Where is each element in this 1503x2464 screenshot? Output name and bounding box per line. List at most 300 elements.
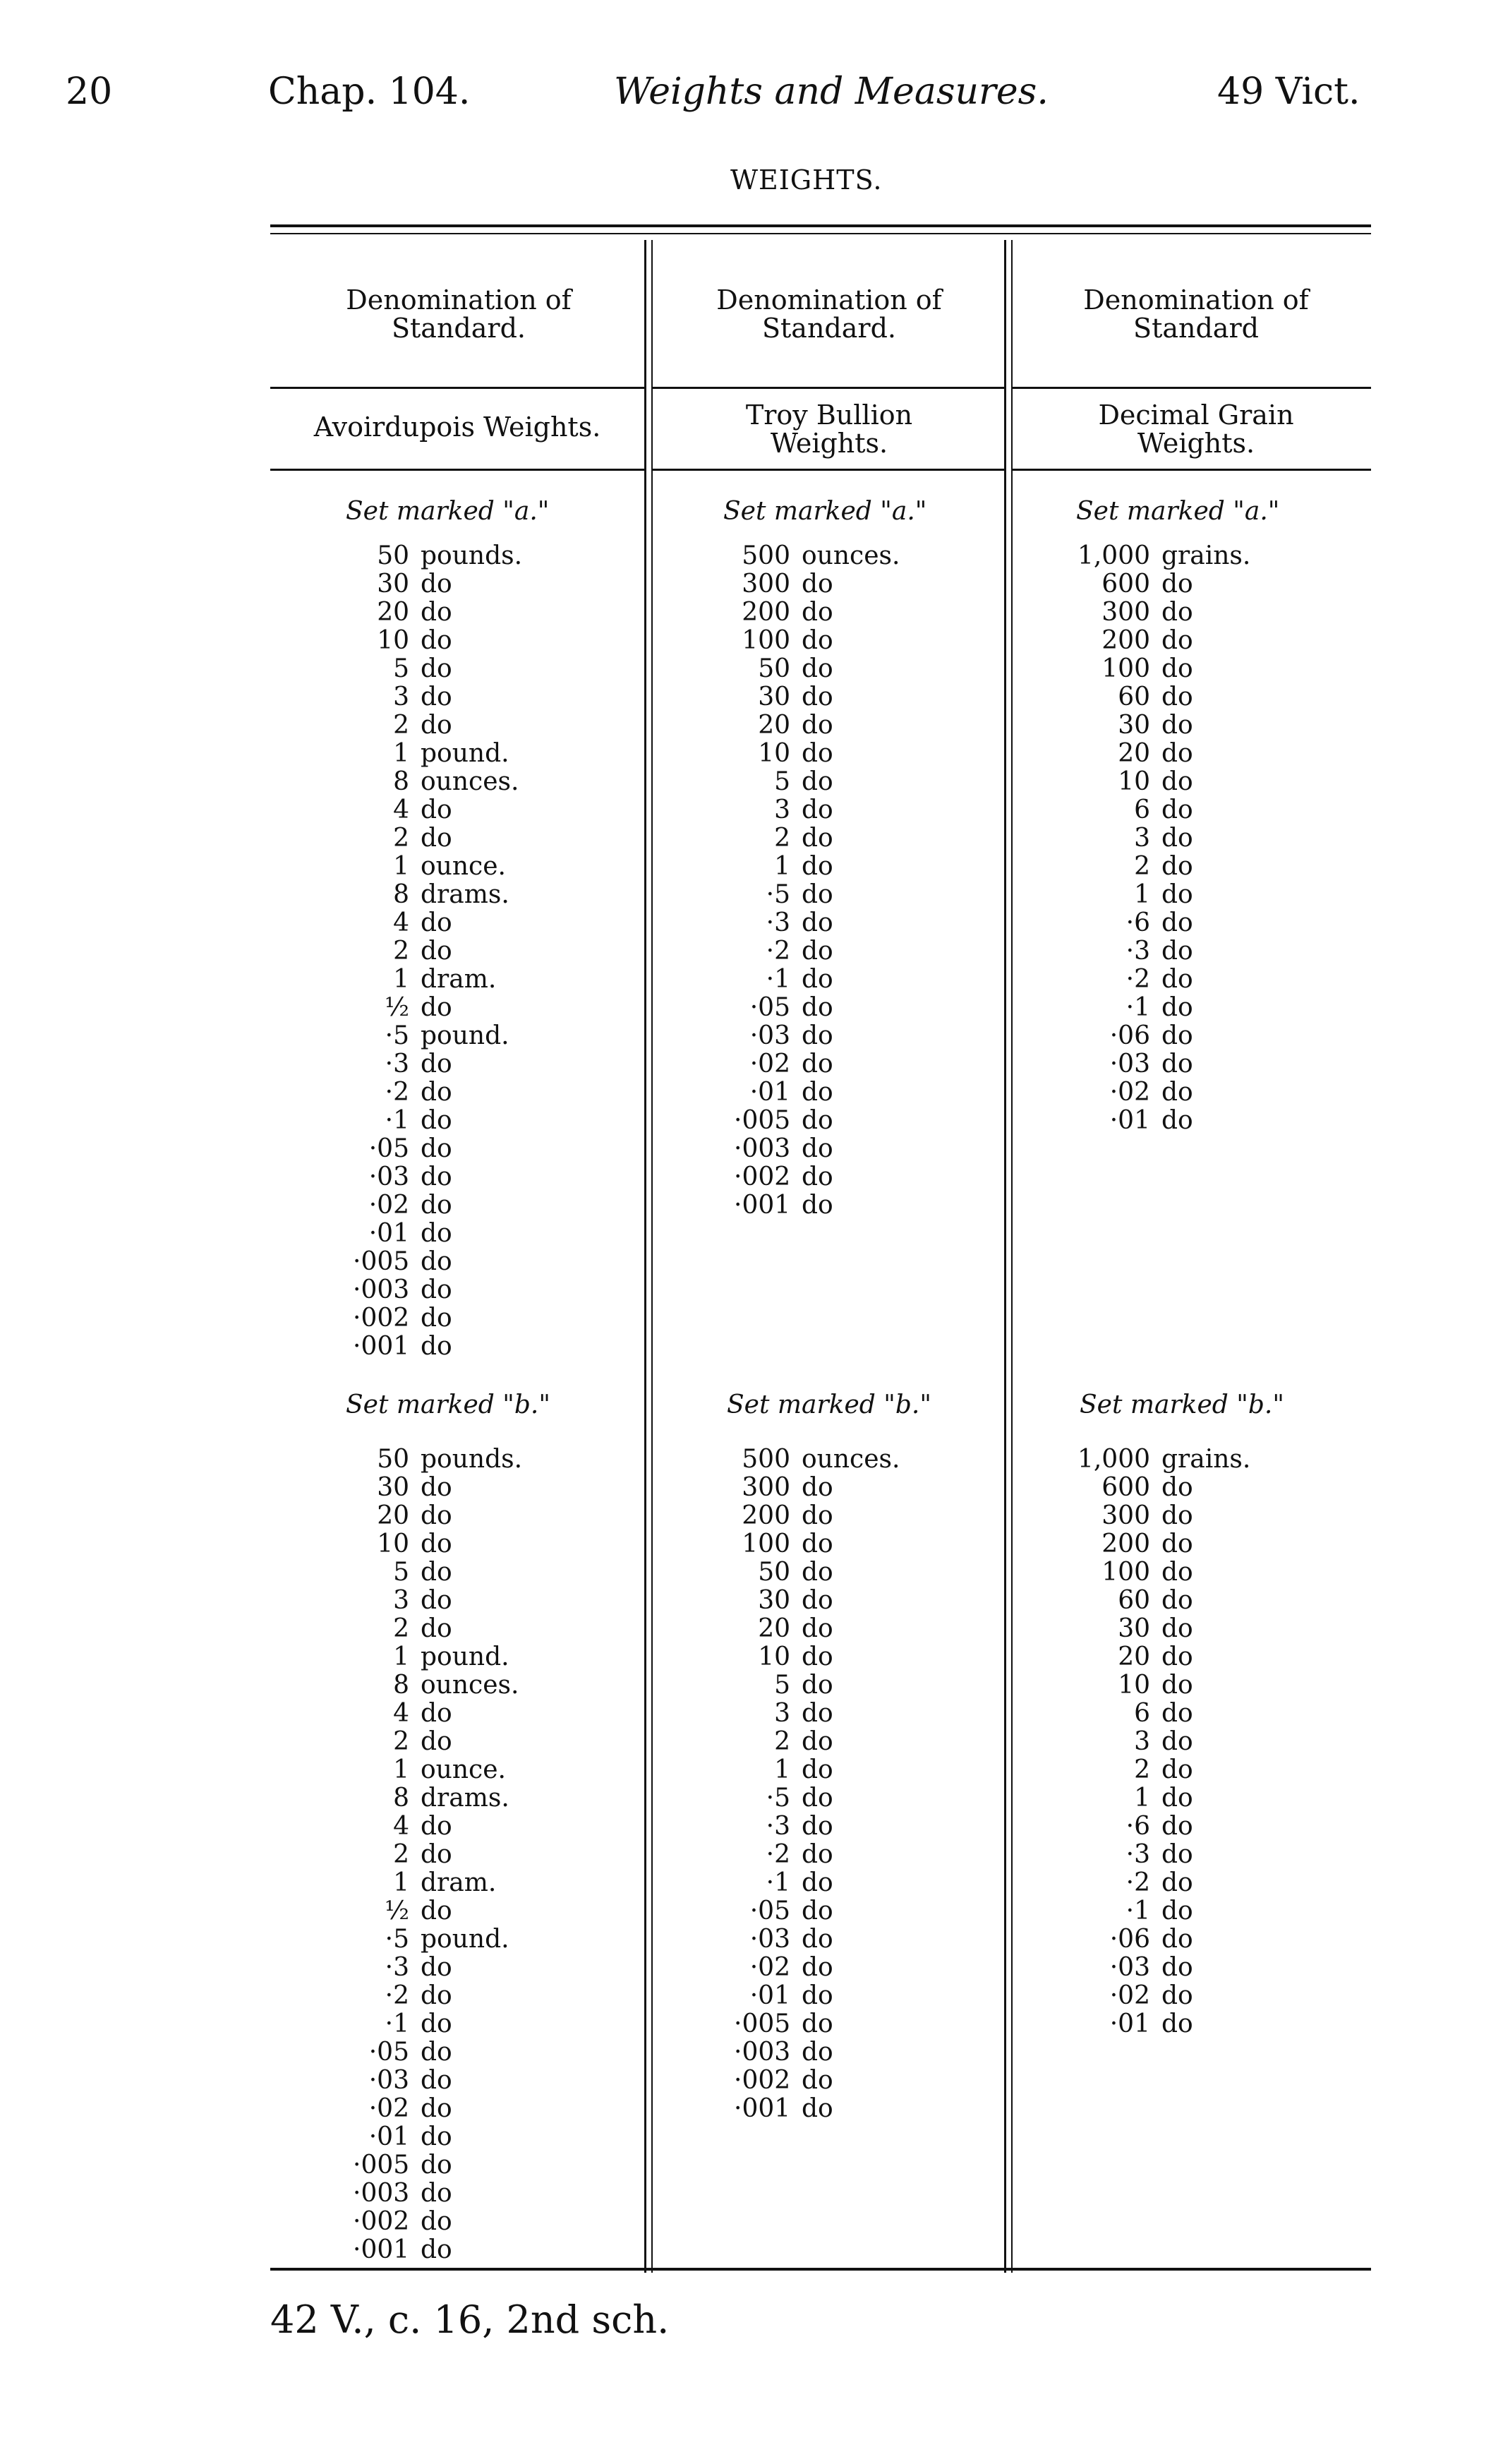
weight-unit: do xyxy=(1161,1021,1193,1050)
weight-entry xyxy=(1073,1530,1250,1558)
weight-amount: ·002 xyxy=(734,2066,791,2095)
weight-entry xyxy=(734,599,900,627)
weight-unit: do xyxy=(421,1050,452,1078)
weight-unit: pound. xyxy=(421,1925,509,1954)
weight-unit: do xyxy=(802,711,833,740)
weight-amount: ·005 xyxy=(353,1247,410,1276)
weight-unit: ounces. xyxy=(802,541,900,570)
weight-amount: 5 xyxy=(774,767,790,796)
weight-amount: 100 xyxy=(742,626,790,655)
weight-amount: ·003 xyxy=(353,2179,410,2208)
weight-amount: ·003 xyxy=(734,2038,791,2067)
weight-unit: do xyxy=(802,1558,833,1587)
weight-amount: ·01 xyxy=(1109,1106,1150,1135)
weight-amount: 50 xyxy=(377,1445,409,1474)
weight-amount: ·5 xyxy=(385,1925,409,1954)
weight-amount: 6 xyxy=(1134,1699,1150,1728)
weight-entry xyxy=(734,2010,900,2038)
weight-unit: do xyxy=(802,1050,833,1078)
weight-unit: do xyxy=(421,570,452,599)
weight-unit: do xyxy=(421,1332,452,1361)
weight-entry xyxy=(353,1784,522,1813)
weight-unit: do xyxy=(1161,711,1193,740)
weight-entry xyxy=(353,1982,522,2010)
weight-unit: do xyxy=(802,824,833,853)
column-divider-2 xyxy=(1004,240,1006,2273)
weight-amount: 2 xyxy=(393,824,409,853)
weight-amount: 2 xyxy=(393,1727,409,1756)
weight-entry xyxy=(734,1756,900,1784)
weight-entry xyxy=(353,683,522,711)
weight-unit: do xyxy=(421,1981,452,2010)
weight-amount: ·005 xyxy=(734,2009,791,2038)
weight-unit: do xyxy=(1161,570,1193,599)
weight-entry xyxy=(1073,627,1250,655)
weight-unit: do xyxy=(421,1078,452,1107)
weight-entry xyxy=(734,1022,900,1050)
weight-entry xyxy=(734,881,900,909)
weight-unit: do xyxy=(1161,683,1193,711)
weight-entry xyxy=(734,909,900,937)
troy-set-b-list xyxy=(734,1446,900,2123)
weight-entry xyxy=(734,937,900,966)
weight-unit: do xyxy=(421,1106,452,1135)
weight-unit: do xyxy=(1161,824,1193,853)
weight-entry xyxy=(353,1897,522,1925)
weight-amount: ·2 xyxy=(766,937,790,966)
weight-amount: 200 xyxy=(1101,1530,1150,1558)
weight-unit: do xyxy=(802,598,833,627)
weight-amount: 50 xyxy=(758,654,790,683)
weight-amount: ·02 xyxy=(1109,1981,1150,2010)
weight-amount: 1 xyxy=(393,1755,409,1784)
weight-entry xyxy=(1073,994,1250,1022)
weight-amount: 4 xyxy=(393,795,409,824)
decimal-set-a-list xyxy=(1073,542,1250,1135)
weight-amount: ·003 xyxy=(353,1275,410,1304)
weight-entry xyxy=(734,570,900,599)
heading-rule-col1 xyxy=(270,387,644,389)
weight-amount: 1 xyxy=(393,1868,409,1897)
weight-unit: do xyxy=(802,1078,833,1107)
weight-unit: pounds. xyxy=(421,541,523,570)
weight-amount: 500 xyxy=(742,541,790,570)
weight-unit: do xyxy=(421,2122,452,2151)
weight-amount: 300 xyxy=(1101,598,1150,627)
weight-entry xyxy=(1073,853,1250,881)
weight-entry xyxy=(353,740,522,768)
weight-unit: do xyxy=(421,1275,452,1304)
weight-amount: 3 xyxy=(1134,824,1150,853)
weight-unit: do xyxy=(802,965,833,994)
weight-unit: do xyxy=(1161,852,1193,881)
weight-amount: ·2 xyxy=(1125,965,1150,994)
weight-unit: do xyxy=(421,711,452,740)
weight-amount: ½ xyxy=(385,1897,409,1925)
weight-entry xyxy=(1073,1050,1250,1078)
weight-unit: do xyxy=(421,1501,452,1530)
weight-entry xyxy=(734,994,900,1022)
weight-entry xyxy=(353,1220,522,1248)
table-top-rule-inner xyxy=(270,233,1371,234)
weight-unit: do xyxy=(1161,1614,1193,1643)
weight-unit: do xyxy=(1161,598,1193,627)
weight-amount: ·5 xyxy=(766,880,790,909)
weight-unit: do xyxy=(802,1501,833,1530)
weight-entry xyxy=(1073,937,1250,966)
weight-unit: do xyxy=(421,2038,452,2067)
weight-entry xyxy=(353,937,522,966)
weight-unit: do xyxy=(421,1840,452,1869)
section-title: WEIGHTS. xyxy=(730,164,883,196)
weight-entry xyxy=(1073,1671,1250,1700)
weight-entry xyxy=(1073,1897,1250,1925)
weight-unit: do xyxy=(421,1219,452,1248)
weight-amount: ·001 xyxy=(734,2094,791,2123)
weight-entry xyxy=(1073,570,1250,599)
weight-amount: ·05 xyxy=(749,993,790,1022)
weight-entry xyxy=(1073,1869,1250,1897)
weight-amount: 10 xyxy=(1118,1671,1150,1700)
weight-unit: do xyxy=(1161,880,1193,909)
weight-entry xyxy=(734,542,900,570)
weight-entry xyxy=(1073,542,1250,570)
weight-amount: 1 xyxy=(1134,1784,1150,1813)
weight-amount: ·6 xyxy=(1125,908,1150,937)
weight-entry xyxy=(734,1615,900,1643)
page-number: 20 xyxy=(66,71,113,113)
subheading-rule-col1 xyxy=(270,469,644,471)
weight-unit: do xyxy=(802,1614,833,1643)
set-a-label-col1: Set marked "a." xyxy=(346,497,550,526)
weight-entry xyxy=(353,2010,522,2038)
weight-entry xyxy=(353,966,522,994)
weight-entry xyxy=(353,2208,522,2236)
weight-entry xyxy=(353,994,522,1022)
heading-rule-col3 xyxy=(1013,387,1371,389)
weight-amount: 20 xyxy=(1118,1642,1150,1671)
weight-amount: 60 xyxy=(1118,1586,1150,1615)
weight-entry xyxy=(353,1530,522,1558)
weight-entry xyxy=(734,824,900,853)
column-heading-2: Denomination of Standard. xyxy=(716,284,942,344)
weight-unit: dram. xyxy=(421,1868,497,1897)
weight-entry xyxy=(734,1078,900,1107)
weight-amount: 4 xyxy=(393,908,409,937)
chapter-label: Chap. 104. xyxy=(268,71,471,113)
weight-entry xyxy=(353,1925,522,1954)
weight-entry xyxy=(1073,1813,1250,1841)
weight-unit: ounces. xyxy=(802,1445,900,1474)
weight-amount: ·03 xyxy=(749,1925,790,1954)
weight-entry xyxy=(353,1615,522,1643)
weight-unit: do xyxy=(1161,1530,1193,1558)
weight-unit: pound. xyxy=(421,1021,509,1050)
weight-unit: do xyxy=(421,1247,452,1276)
column-divider-1b xyxy=(651,240,653,2273)
weight-entry xyxy=(1073,881,1250,909)
troy-set-a-list xyxy=(734,542,900,1220)
weight-unit: do xyxy=(802,1699,833,1728)
weight-amount: 100 xyxy=(742,1530,790,1558)
weight-entry xyxy=(734,1728,900,1756)
weight-amount: 20 xyxy=(758,711,790,740)
weight-unit: ounce. xyxy=(421,852,506,881)
weight-entry xyxy=(734,1954,900,1982)
weight-unit: do xyxy=(421,1134,452,1163)
weight-unit: do xyxy=(1161,1050,1193,1078)
weight-unit: do xyxy=(421,824,452,853)
weight-entry xyxy=(734,740,900,768)
weight-entry xyxy=(734,683,900,711)
weight-entry xyxy=(734,1050,900,1078)
weight-unit: do xyxy=(421,1699,452,1728)
column-heading-1: Denomination of Standard. xyxy=(346,284,572,344)
column-divider-1 xyxy=(644,240,646,2273)
weight-amount: 3 xyxy=(1134,1727,1150,1756)
weight-amount: ·3 xyxy=(1125,937,1150,966)
weight-amount: ·1 xyxy=(1125,993,1150,1022)
weight-unit: do xyxy=(802,767,833,796)
weight-entry xyxy=(1073,768,1250,796)
weight-entry xyxy=(353,1587,522,1615)
weight-entry xyxy=(1073,796,1250,824)
weight-unit: do xyxy=(1161,1897,1193,1925)
weight-amount: 2 xyxy=(393,711,409,740)
weight-unit: do xyxy=(802,654,833,683)
weight-unit: do xyxy=(421,1586,452,1615)
weight-amount: ·001 xyxy=(353,1332,410,1361)
weight-amount: 3 xyxy=(774,795,790,824)
weight-entry xyxy=(734,1671,900,1700)
weight-unit: do xyxy=(421,908,452,937)
weight-unit: do xyxy=(1161,1106,1193,1135)
weight-amount: 200 xyxy=(742,598,790,627)
weight-unit: do xyxy=(802,1868,833,1897)
weight-unit: do xyxy=(421,1897,452,1925)
weight-amount: 600 xyxy=(1101,570,1150,599)
weight-entry xyxy=(734,966,900,994)
weight-entry xyxy=(353,1671,522,1700)
weight-unit: do xyxy=(421,2179,452,2208)
subheading-rule-col2 xyxy=(653,469,1004,471)
weight-amount: ·002 xyxy=(353,2207,410,2236)
weight-entry xyxy=(1073,740,1250,768)
weight-amount: 50 xyxy=(758,1558,790,1587)
weight-amount: 60 xyxy=(1118,683,1150,711)
column-divider-2b xyxy=(1011,240,1013,2273)
weight-amount: 4 xyxy=(393,1699,409,1728)
weight-amount: ·06 xyxy=(1109,1021,1150,1050)
weight-entry xyxy=(734,1587,900,1615)
weight-entry xyxy=(1073,1756,1250,1784)
weight-unit: do xyxy=(1161,654,1193,683)
weight-amount: 200 xyxy=(742,1501,790,1530)
weight-entry xyxy=(1073,1107,1250,1135)
weight-amount: 2 xyxy=(1134,852,1150,881)
weight-unit: do xyxy=(802,1840,833,1869)
weight-unit: do xyxy=(1161,1727,1193,1756)
weight-entry xyxy=(353,1022,522,1050)
weight-amount: ·01 xyxy=(1109,2009,1150,2038)
weight-unit: dram. xyxy=(421,965,497,994)
weight-amount: 5 xyxy=(393,654,409,683)
weight-entry xyxy=(1073,655,1250,683)
weight-unit: do xyxy=(802,1925,833,1954)
weight-unit: do xyxy=(421,2207,452,2236)
weight-amount: 30 xyxy=(377,570,409,599)
weight-unit: do xyxy=(802,2094,833,2123)
weight-entry xyxy=(353,1050,522,1078)
weight-entry xyxy=(1073,1474,1250,1502)
weight-amount: ·3 xyxy=(766,908,790,937)
weight-unit: do xyxy=(802,1162,833,1191)
weight-unit: do xyxy=(421,2066,452,2095)
weight-unit: do xyxy=(802,852,833,881)
weight-amount: 20 xyxy=(758,1614,790,1643)
weight-amount: ·2 xyxy=(766,1840,790,1869)
weight-entry xyxy=(734,1446,900,1474)
weight-amount: ·1 xyxy=(766,1868,790,1897)
weight-unit: do xyxy=(1161,795,1193,824)
weight-unit: do xyxy=(421,2009,452,2038)
weight-amount: 5 xyxy=(774,1671,790,1700)
weight-amount: ·3 xyxy=(385,1050,409,1078)
weight-amount: 1 xyxy=(393,965,409,994)
decimal-set-b-list xyxy=(1073,1446,1250,2038)
weight-unit: do xyxy=(421,2094,452,2123)
weight-entry xyxy=(353,1191,522,1220)
weight-amount: 8 xyxy=(393,1671,409,1700)
weight-entry xyxy=(353,599,522,627)
weight-amount: ·01 xyxy=(368,1219,409,1248)
weight-unit: do xyxy=(802,1021,833,1050)
weight-amount: 1 xyxy=(393,1642,409,1671)
weight-amount: ·001 xyxy=(734,1191,791,1220)
weight-unit: do xyxy=(802,570,833,599)
weight-unit: ounce. xyxy=(421,1755,506,1784)
column-subheading-troy: Troy Bullion Weights. xyxy=(745,399,913,459)
weight-entry xyxy=(353,1502,522,1530)
weight-amount: 20 xyxy=(1118,739,1150,768)
weight-amount: 500 xyxy=(742,1445,790,1474)
weight-unit: do xyxy=(802,993,833,1022)
weight-entry xyxy=(734,1643,900,1671)
weight-amount: 50 xyxy=(377,541,409,570)
weight-unit: do xyxy=(802,739,833,768)
weight-entry xyxy=(1073,1841,1250,1869)
weight-amount: 1 xyxy=(774,852,790,881)
weight-entry xyxy=(734,1897,900,1925)
weight-entry xyxy=(734,1135,900,1163)
source-citation: 42 V., c. 16, 2nd sch. xyxy=(270,2297,670,2342)
weight-amount: ·1 xyxy=(766,965,790,994)
weight-entry xyxy=(353,2095,522,2123)
weight-amount: 4 xyxy=(393,1812,409,1841)
weight-entry xyxy=(734,711,900,740)
weight-amount: 30 xyxy=(1118,711,1150,740)
weight-unit: do xyxy=(1161,1840,1193,1869)
weight-amount: 100 xyxy=(1101,1558,1150,1587)
weight-entry xyxy=(353,1756,522,1784)
column-subheading-avoirdupois: Avoirdupois Weights. xyxy=(313,411,601,443)
weight-unit: do xyxy=(802,908,833,937)
weight-unit: do xyxy=(421,937,452,966)
weight-amount: 30 xyxy=(758,1586,790,1615)
weight-entry xyxy=(353,1954,522,1982)
weight-unit: do xyxy=(802,937,833,966)
weight-entry xyxy=(734,768,900,796)
weight-entry xyxy=(353,1333,522,1361)
weight-unit: do xyxy=(421,1558,452,1587)
weight-entry xyxy=(734,1107,900,1135)
weight-unit: do xyxy=(802,795,833,824)
weight-unit: do xyxy=(421,654,452,683)
weight-amount: 1 xyxy=(393,852,409,881)
weight-entry xyxy=(353,2038,522,2067)
weight-entry xyxy=(353,627,522,655)
weight-unit: do xyxy=(421,1191,452,1220)
weight-entry xyxy=(353,2236,522,2264)
weight-entry xyxy=(1073,824,1250,853)
weight-amount: 30 xyxy=(1118,1614,1150,1643)
weight-amount: 8 xyxy=(393,880,409,909)
weight-entry xyxy=(1073,1022,1250,1050)
weight-unit: do xyxy=(421,1614,452,1643)
weight-unit: do xyxy=(421,1953,452,1982)
weight-amount: ·002 xyxy=(734,1162,791,1191)
weight-unit: do xyxy=(1161,626,1193,655)
weight-unit: do xyxy=(802,1812,833,1841)
weight-amount: ·3 xyxy=(766,1812,790,1841)
weight-amount: 2 xyxy=(774,824,790,853)
avoirdupois-set-b-list xyxy=(353,1446,522,2264)
weight-entry xyxy=(353,1163,522,1191)
weight-entry xyxy=(353,1643,522,1671)
weight-entry xyxy=(734,2067,900,2095)
weight-amount: ·01 xyxy=(749,1078,790,1107)
weight-unit: ounces. xyxy=(421,767,519,796)
weight-entry xyxy=(353,2180,522,2208)
weight-amount: ·02 xyxy=(749,1953,790,1982)
weight-amount: 600 xyxy=(1101,1473,1150,1502)
weight-unit: do xyxy=(1161,1586,1193,1615)
weight-entry xyxy=(353,711,522,740)
weight-amount: 1,000 xyxy=(1077,541,1150,570)
weight-entry xyxy=(734,1700,900,1728)
weight-amount: 8 xyxy=(393,767,409,796)
weight-unit: do xyxy=(802,1784,833,1813)
weight-amount: ·2 xyxy=(385,1981,409,2010)
weight-entry xyxy=(353,824,522,853)
weight-unit: do xyxy=(421,1304,452,1333)
weight-amount: ·02 xyxy=(368,2094,409,2123)
weight-unit: do xyxy=(802,1530,833,1558)
weight-unit: do xyxy=(421,1812,452,1841)
weight-amount: 10 xyxy=(1118,767,1150,796)
weight-entry xyxy=(1073,2010,1250,2038)
weight-unit: do xyxy=(1161,1671,1193,1700)
weight-amount: 2 xyxy=(393,937,409,966)
weight-amount: ·06 xyxy=(1109,1925,1150,1954)
weight-amount: ·3 xyxy=(1125,1840,1150,1869)
weight-amount: 5 xyxy=(393,1558,409,1587)
weight-amount: ·05 xyxy=(368,1134,409,1163)
weight-amount: 2 xyxy=(774,1727,790,1756)
weight-entry xyxy=(734,853,900,881)
weight-unit: do xyxy=(1161,2009,1193,2038)
weight-unit: ounces. xyxy=(421,1671,519,1700)
